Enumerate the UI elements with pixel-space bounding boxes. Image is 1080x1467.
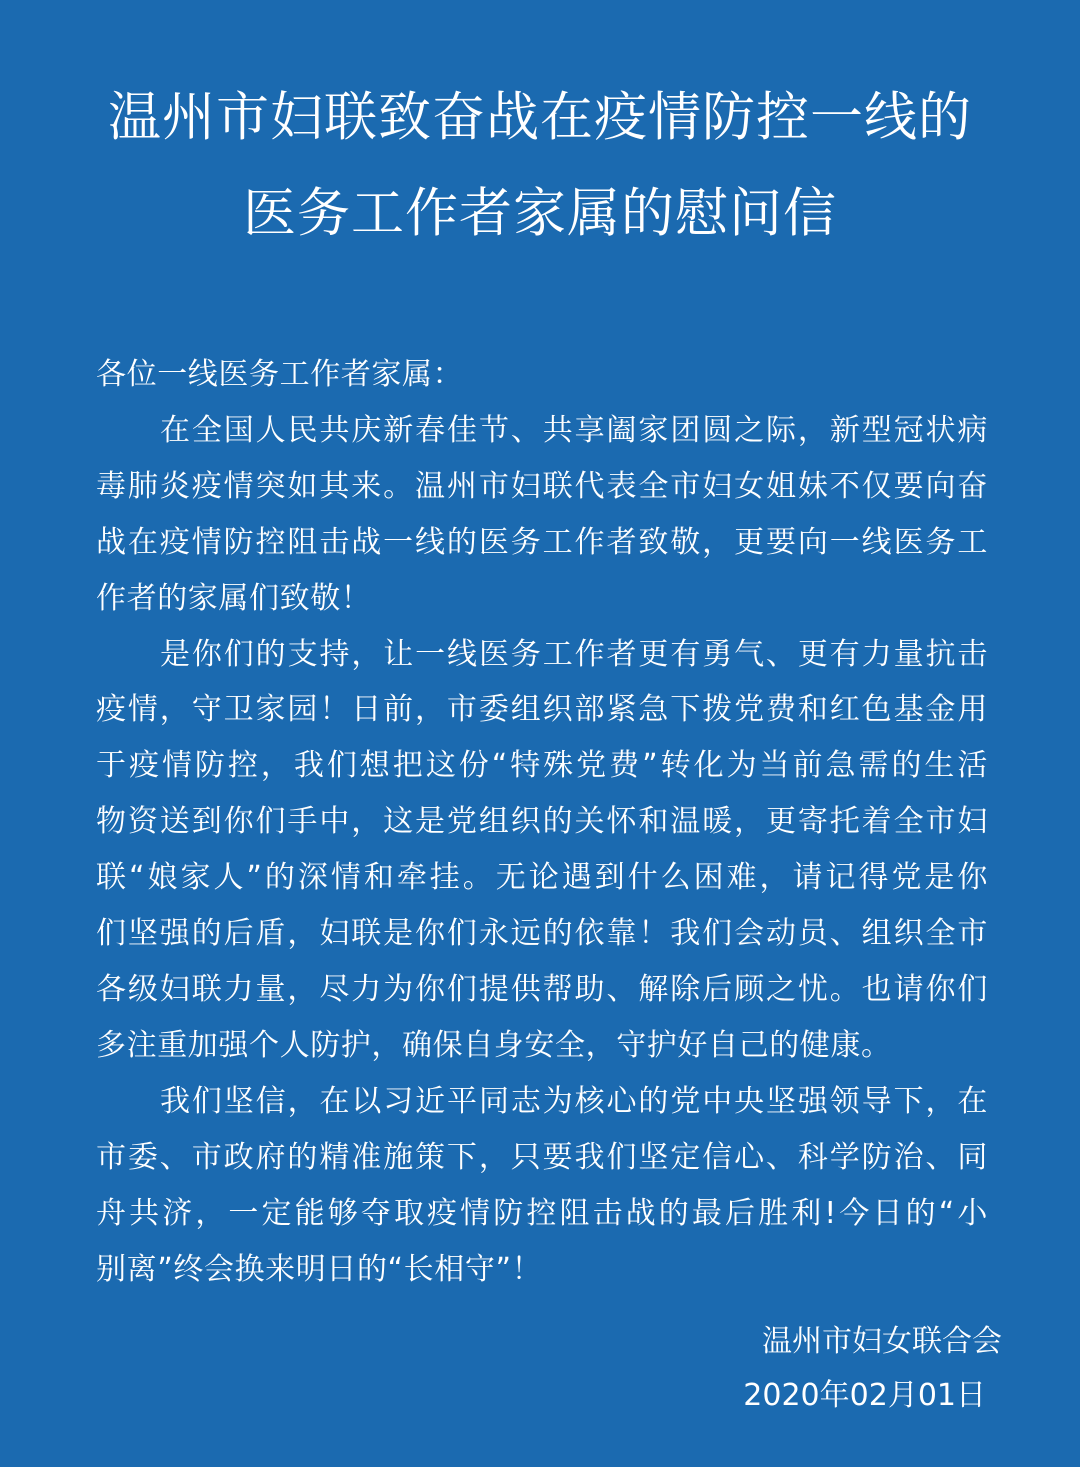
paragraph-2-line-6: 们坚强的后盾，妇联是你们永远的依靠！我们会动员、组织全市 <box>96 916 988 951</box>
paragraph-2-line-5: 联“娘家人”的深情和牵挂。无论遇到什么困难，请记得党是你 <box>96 860 988 895</box>
letter-title-line-1: 温州市妇联致奋战在疫情防控一线的 <box>108 87 972 148</box>
paragraph-3-line-1: 我们坚信，在以习近平同志为核心的党中央坚强领导下，在 <box>160 1084 988 1119</box>
paragraph-2-line-7: 各级妇联力量，尽力为你们提供帮助、解除后顾之忧。也请你们 <box>96 972 988 1007</box>
paragraph-1-line-4: 作者的家属们致敬！ <box>96 581 372 616</box>
paragraph-3-line-2: 市委、市政府的精准施策下，只要我们坚定信心、科学防治、同 <box>96 1140 988 1175</box>
paragraph-3-line-4: 别离”终会换来明日的“长相守”！ <box>96 1252 543 1287</box>
paragraph-3-line-3: 舟共济，一定能够夺取疫情防控阻击战的最后胜利!今日的“小 <box>96 1196 988 1231</box>
paragraph-1-line-2: 毒肺炎疫情突如其来。温州市妇联代表全市妇女姐妹不仅要向奋 <box>96 469 988 504</box>
signature: 温州市妇女联合会 <box>762 1324 1002 1359</box>
paragraph-2-line-4: 物资送到你们手中，这是党组织的关怀和温暖，更寄托着全市妇 <box>96 804 988 839</box>
paragraph-2-line-1: 是你们的支持，让一线医务工作者更有勇气、更有力量抗击 <box>160 637 988 672</box>
paragraph-2-line-3: 于疫情防控，我们想把这份“特殊党费”转化为当前急需的生活 <box>96 748 988 783</box>
letter-date: 2020年02月01日 <box>743 1378 986 1413</box>
paragraph-1-line-3: 战在疫情防控阻击战一线的医务工作者致敬，更要向一线医务工 <box>96 525 988 560</box>
paragraph-1-line-1: 在全国人民共庆新春佳节、共享阖家团圆之际，新型冠状病 <box>160 413 988 448</box>
letter-title-line-2: 医务工作者家属的慰问信 <box>243 183 837 244</box>
paragraph-2-line-2: 疫情，守卫家园！日前，市委组织部紧急下拨党费和红色基金用 <box>96 692 988 727</box>
salutation: 各位一线医务工作者家属： <box>96 357 464 392</box>
paragraph-2-line-8: 多注重加强个人防护，确保自身安全，守护好自己的健康。 <box>96 1028 892 1063</box>
